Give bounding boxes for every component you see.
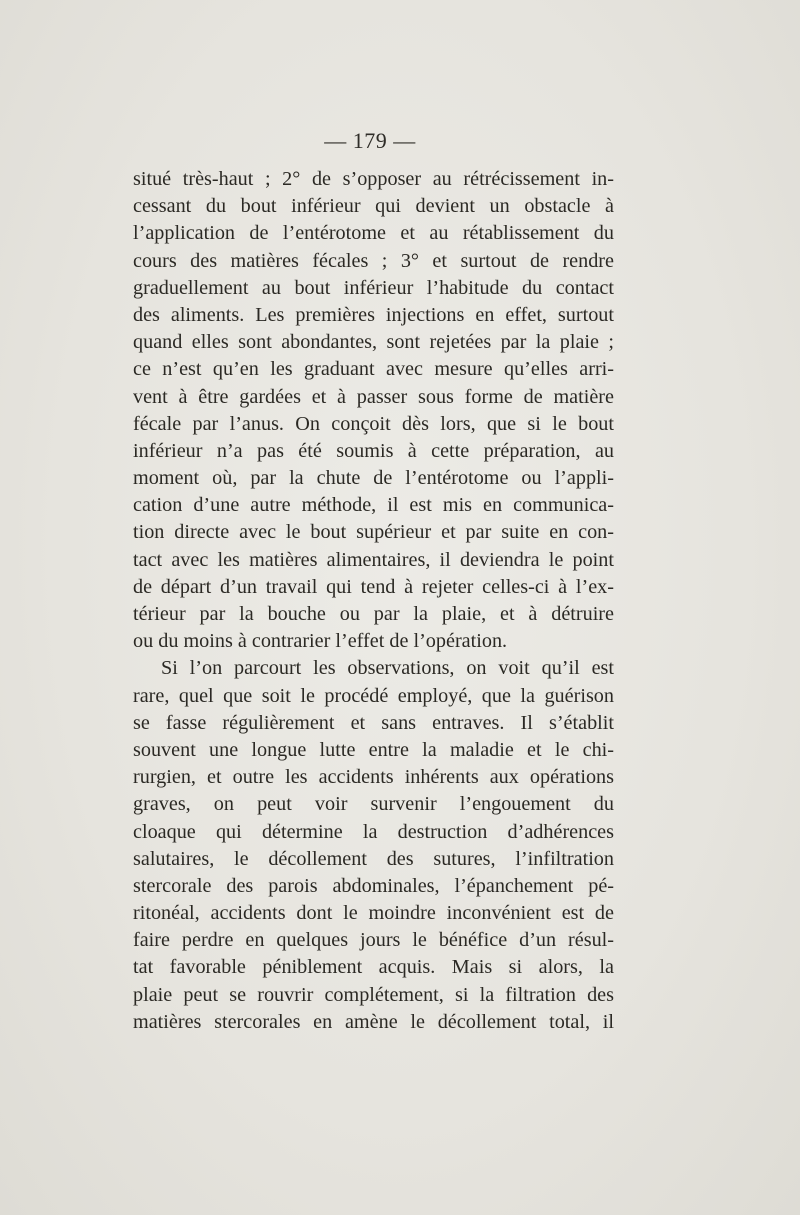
text-line: graduellement au bout inférieur l’habitude du contact <box>133 276 614 299</box>
text-line: moment où, par la chute de l’entérotome ou l’appli- <box>133 467 614 490</box>
text-line: ritonéal, accidents dont le moindre inconvénient est de <box>133 902 614 925</box>
text-line: situé très-haut ; 2° de s’opposer au rétrécissement in- <box>133 168 614 190</box>
text-line: se fasse régulièrement et sans entraves. Il s’établit <box>133 711 614 734</box>
text-line: tat favorable péniblement acquis. Mais si alors, la <box>133 956 614 979</box>
text-line: térieur par la bouche ou par la plaie, et à détruire <box>133 603 614 625</box>
text-line: cessant du bout inférieur qui devient un obstacle à <box>133 195 614 218</box>
text-line: quand elles sont abondantes, sont rejetées par la plaie ; <box>133 331 614 354</box>
text-line: fécale par l’anus. On conçoit dès lors, que si le bout <box>133 412 614 435</box>
text-line: l’application de l’entérotome et au rétablissement du <box>133 222 614 245</box>
page-number: — 179 — <box>324 128 416 153</box>
text-line: ou du moins à contrarier l’effet de l’opération. <box>133 630 508 653</box>
text-line: tact avec les matières alimentaires, il deviendra le point <box>133 548 614 571</box>
text-line: graves, on peut voir survenir l’engouement du <box>133 793 614 816</box>
text-line: rare, quel que soit le procédé employé, que la guérison <box>133 684 614 707</box>
text-line: cation d’une autre méthode, il est mis en communica- <box>133 494 614 517</box>
text-line: inférieur n’a pas été soumis à cette préparation, au <box>133 439 614 462</box>
text-line: cloaque qui détermine la destruction d’adhérences <box>133 820 614 843</box>
text-line: ce n’est qu’en les graduant avec mesure qu’elles arri- <box>133 358 614 381</box>
text-line: plaie peut se rouvrir complétement, si la filtration des <box>133 983 614 1006</box>
text-line: rurgien, et outre les accidents inhérents aux opérations <box>133 766 614 789</box>
text-line: souvent une longue lutte entre la maladie et le chi- <box>133 738 614 761</box>
text-line-paragraph-start: Si l’on parcourt les observations, on voit qu’il est <box>161 657 614 680</box>
text-line: tion directe avec le bout supérieur et par suite en con- <box>133 521 614 544</box>
text-line: des aliments. Les premières injections en effet, surtout <box>133 303 614 326</box>
body-text <box>133 166 614 1036</box>
text-line: cours des matières fécales ; 3° et surtout de rendre <box>133 249 614 272</box>
text-line: salutaires, le décollement des sutures, l’infiltration <box>133 847 614 870</box>
text-line: faire perdre en quelques jours le bénéfice d’un résul- <box>133 929 614 952</box>
text-line: vent à être gardées et à passer sous forme de matière <box>133 385 614 408</box>
text-line: de départ d’un travail qui tend à rejeter celles-ci à l’ex- <box>133 575 614 598</box>
text-line: stercorale des parois abdominales, l’épanchement pé- <box>133 874 614 897</box>
text-line: matières stercorales en amène le décollement total, il <box>133 1010 614 1033</box>
